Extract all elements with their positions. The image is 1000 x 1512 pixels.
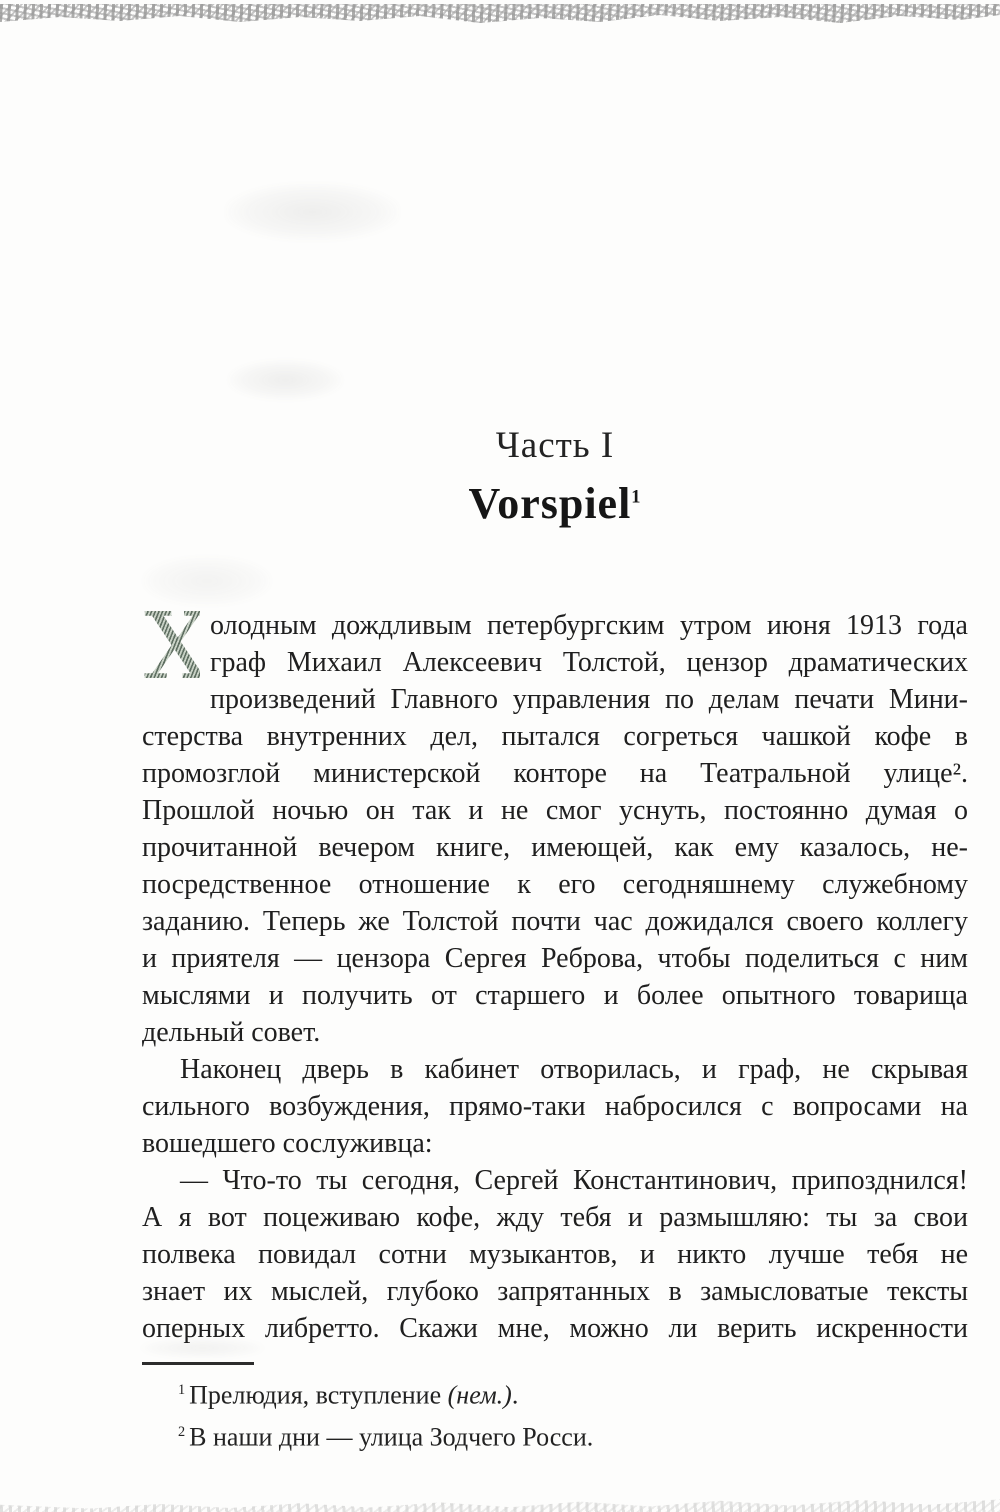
chapter-title-text: Vorspiel — [468, 479, 632, 528]
text-line: произведений Главного управления по делам печати Мини- — [210, 684, 968, 715]
text-line: вошедшего сослуживца: — [142, 1128, 433, 1159]
text-line: олодным дождливым петербургским утром июня 1913 года — [210, 610, 968, 641]
paragraph-1 — [142, 593, 968, 1051]
paragraph-2 — [142, 1051, 968, 1162]
footnote-marker: 1 — [178, 1382, 186, 1398]
text-line: заданию. Теперь же Толстой почти час дожидался своего коллегу — [142, 906, 968, 937]
text-line: Наконец дверь в кабинет отворилась, и граф, не скрывая — [180, 1054, 968, 1085]
part-heading: Часть I — [495, 425, 615, 466]
text-line: — Что-то ты сегодня, Сергей Константинович, припозднился! — [180, 1165, 968, 1196]
scan-edge-artifact-bottom — [0, 1496, 1000, 1512]
text-line: и приятеля — цензора Сергея Реброва, чтобы поделиться с ним — [142, 943, 968, 974]
chapter-title — [142, 478, 968, 529]
text-line: оперных либретто. Скажи мне, можно ли верить искренности — [142, 1313, 968, 1344]
footnotes-block — [142, 1372, 968, 1455]
text-line: граф Михаил Алексеевич Толстой, цензор драматических — [210, 647, 968, 678]
text-line: прочитанной вечером книге, имеющей, как ему казалось, не- — [142, 832, 968, 863]
text-line: сильного возбуждения, прямо-таки набросился с вопросами на — [142, 1091, 968, 1122]
footnote-text: Прелюдия, вступление — [189, 1380, 448, 1410]
footnote-reference-1: 1 — [631, 486, 642, 507]
footnote-1 — [142, 1372, 968, 1414]
footnote-marker: 2 — [178, 1423, 186, 1440]
text-line: мыслями и получить от старшего и более опытного товарища — [142, 980, 968, 1011]
paragraph-3-dialogue — [142, 1162, 968, 1347]
footnote-text: В наши дни — улица Зодчего Росси. — [189, 1422, 594, 1452]
text-line: Прошлой ночью он так и не смог уснуть, постоянно думая о — [142, 795, 968, 826]
footnote-2 — [142, 1414, 968, 1456]
footnote-text-tail: . — [511, 1380, 519, 1410]
text-line: дельный совет. — [142, 1017, 321, 1048]
text-line: стерства внутренних дел, пытался согреться чашкой кофе в — [142, 721, 968, 752]
footnote-italic-text: (нем.) — [447, 1380, 512, 1410]
dropcap-letter: Х — [144, 593, 210, 700]
scan-edge-artifact-top — [0, 4, 1000, 24]
bleed-through-artifact — [228, 360, 343, 400]
body-text — [142, 593, 968, 1347]
text-line: промозглой министерской конторе на Театральной улице². — [142, 758, 968, 789]
text-line: А я вот поцеживаю кофе, жду тебя и размышляю: ты за свои — [142, 1202, 968, 1233]
text-line: посредственное отношение к его сегодняшнему служебному — [142, 869, 968, 900]
text-line: полвека повидал сотни музыкантов, и никто лучше тебя не — [142, 1239, 968, 1270]
bleed-through-artifact — [225, 183, 400, 241]
text-line: знает их мыслей, глубоко запрятанных в замысловатые тексты — [142, 1276, 968, 1307]
footnote-separator — [142, 1362, 254, 1365]
